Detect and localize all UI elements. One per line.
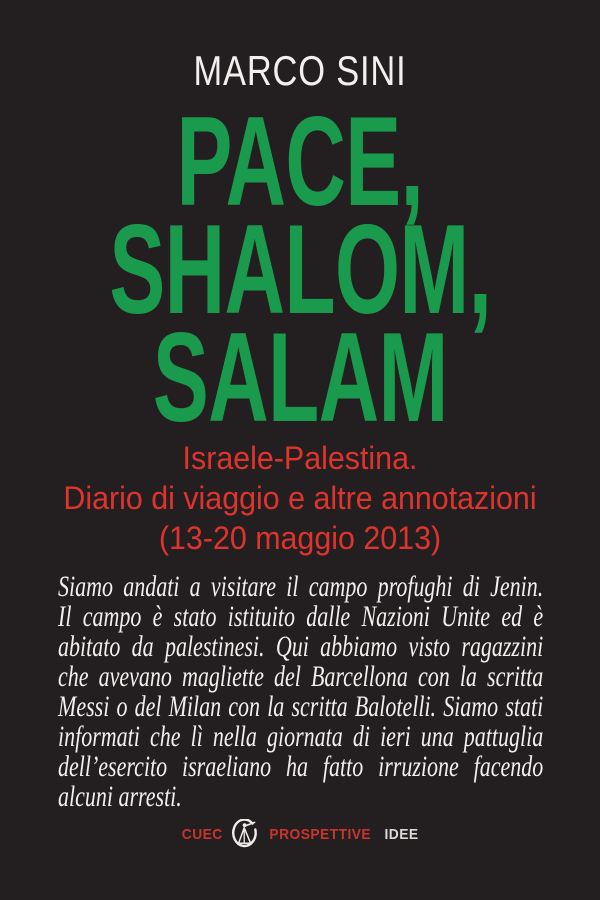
subtitle-line: Diario di viaggio e altre annotazioni (63, 480, 537, 516)
author-name: MARCO SINI (193, 47, 407, 94)
excerpt-line: Messi o del Milan con la scritta Balotelli. Siamo stati (58, 690, 544, 723)
cuec-emblem-icon (231, 819, 258, 850)
excerpt-line: Siamo andati a visitare il campo profughi di Jenin. (58, 570, 544, 603)
title-line: SALAM (152, 306, 448, 448)
imprint-idee-label: IDEE (384, 825, 419, 843)
publisher-cuec-wordmark: CUEC (181, 825, 223, 843)
excerpt-line: che avevano magliette del Barcellona con la scritta (58, 660, 544, 693)
title-line: SHALOM, (109, 198, 491, 340)
publisher-logo-row (0, 812, 600, 856)
book-subtitle (15, 438, 585, 558)
excerpt-line: informati che lì nella giornata di ieri una pattuglia (58, 720, 544, 753)
subtitle-line: Israele-Palestina. (182, 440, 418, 476)
excerpt-line: dell’esercito israeliano ha fatto irruzione facendo (58, 750, 544, 783)
excerpt-line: abitato da palestinesi. Qui abbiamo visto ragazzini (58, 630, 544, 663)
excerpt-line: Il campo è stato istituito dalle Nazioni Unite ed è (58, 600, 544, 633)
imprint-prospettive-label: PROSPETTIVE (269, 825, 372, 843)
title-line: PACE, (176, 90, 424, 232)
excerpt-line: alcuni arresti. (58, 780, 182, 813)
back-excerpt-text (58, 572, 543, 812)
book-title (0, 90, 600, 448)
subtitle-line: (13-20 maggio 2013) (158, 520, 442, 556)
